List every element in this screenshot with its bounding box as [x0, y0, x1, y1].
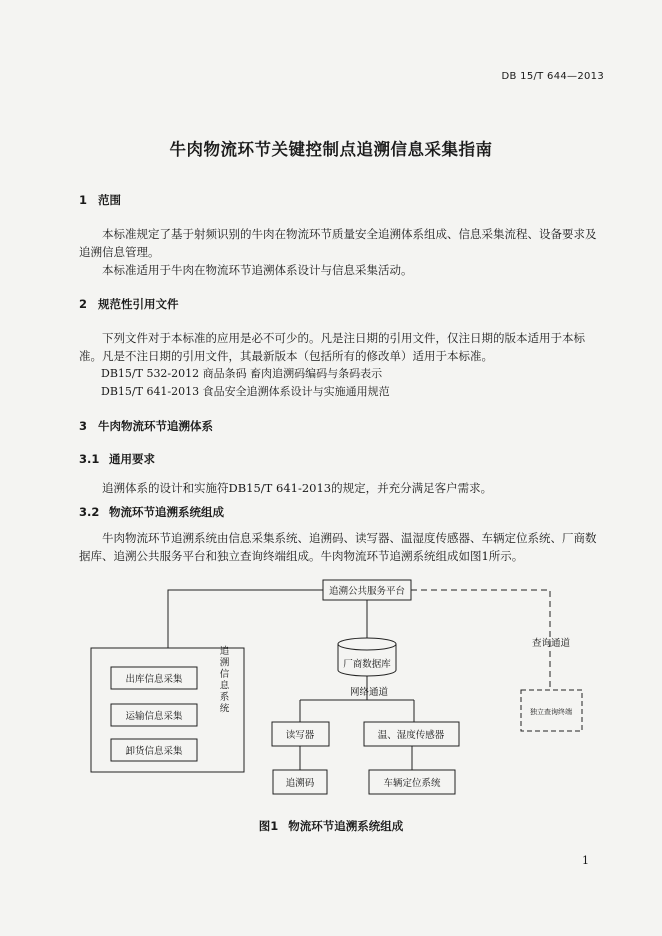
- platform-label: 追溯公共服务平台: [328, 586, 406, 597]
- section-title: 范围: [98, 193, 121, 207]
- section-number: 1: [79, 193, 88, 207]
- figure-caption-text: 物流环节追溯系统组成: [288, 819, 404, 833]
- query-channel-label: 查询通道: [531, 638, 571, 649]
- section-number: 3: [79, 419, 88, 433]
- reader-label: 读写器: [285, 730, 315, 741]
- section-title: 规范性引用文件: [98, 297, 179, 311]
- section-number: 3.2: [79, 505, 100, 519]
- figure-number: 图1: [258, 819, 279, 833]
- page-number: 1: [582, 854, 589, 867]
- section-1-heading: [79, 192, 121, 208]
- section-title: 物流环节追溯系统组成: [109, 505, 224, 519]
- database-icon: [338, 638, 396, 676]
- collect-label-2: 运输信息采集: [125, 711, 183, 722]
- trace-code-label: 追溯码: [285, 778, 315, 789]
- section-title: 通用要求: [109, 452, 155, 466]
- collect-label-1: 出库信息采集: [125, 674, 183, 685]
- section-3-1-paragraph: 追溯体系的设计和实施符DB15/T 641-2013的规定，并充分满足客户需求。: [102, 481, 493, 495]
- system-label: 追溯信息系统: [217, 645, 229, 715]
- terminal-label: 独立查询终端: [530, 708, 572, 716]
- collect-label-3: 卸货信息采集: [125, 746, 183, 757]
- document-number: DB 15/T 644—2013: [501, 71, 604, 82]
- network-label: 网络通道: [349, 687, 389, 698]
- normative-reference-2: DB15/T 641-2013 食品安全追溯体系设计与实施通用规范: [101, 385, 390, 398]
- page-title: 牛肉物流环节关键控制点追溯信息采集指南: [169, 140, 493, 159]
- vehicle-label: 车辆定位系统: [383, 778, 441, 789]
- section-2-heading: [79, 296, 179, 312]
- query-channel-line: [411, 590, 550, 690]
- section-title: 牛肉物流环节追溯体系: [98, 419, 213, 433]
- section-1-paragraph-2: 本标准适用于牛肉在物流环节追溯体系设计与信息采集活动。: [102, 263, 413, 277]
- figure-caption: [0, 818, 662, 834]
- section-3-2-paragraph: 牛肉物流环节追溯系统由信息采集系统、追溯码、读写器、温湿度传感器、车辆定位系统、厂商数据库、追溯公共服务平台和独立查询终端组成。牛肉物流环节追溯系统组成如图1所示。: [79, 531, 597, 563]
- normative-reference-1: DB15/T 532-2012 商品条码 畜肉追溯码编码与条码表示: [101, 367, 383, 380]
- section-3-heading: [79, 418, 213, 434]
- section-number: 3.1: [79, 452, 100, 466]
- sensor-label: 温、湿度传感器: [377, 730, 445, 741]
- section-number: 2: [79, 297, 88, 311]
- section-3-1-heading: [79, 451, 155, 467]
- section-2-paragraph-1: 下列文件对于本标准的应用是必不可少的。凡是注日期的引用文件，仅注日期的版本适用于本标准。凡是不注日期的引用文件，其最新版本（包括所有的修改单）适用于本标准。: [79, 331, 585, 363]
- section-1-paragraph-1: 本标准规定了基于射频识别的牛肉在物流环节质量安全追溯体系组成、信息采集流程、设备要求及追溯信息管理。: [79, 227, 597, 259]
- system-composition-diagram: [0, 570, 662, 810]
- platform-to-system-line: [168, 590, 323, 648]
- section-3-2-heading: [79, 504, 224, 520]
- database-label: 厂商数据库: [343, 659, 391, 670]
